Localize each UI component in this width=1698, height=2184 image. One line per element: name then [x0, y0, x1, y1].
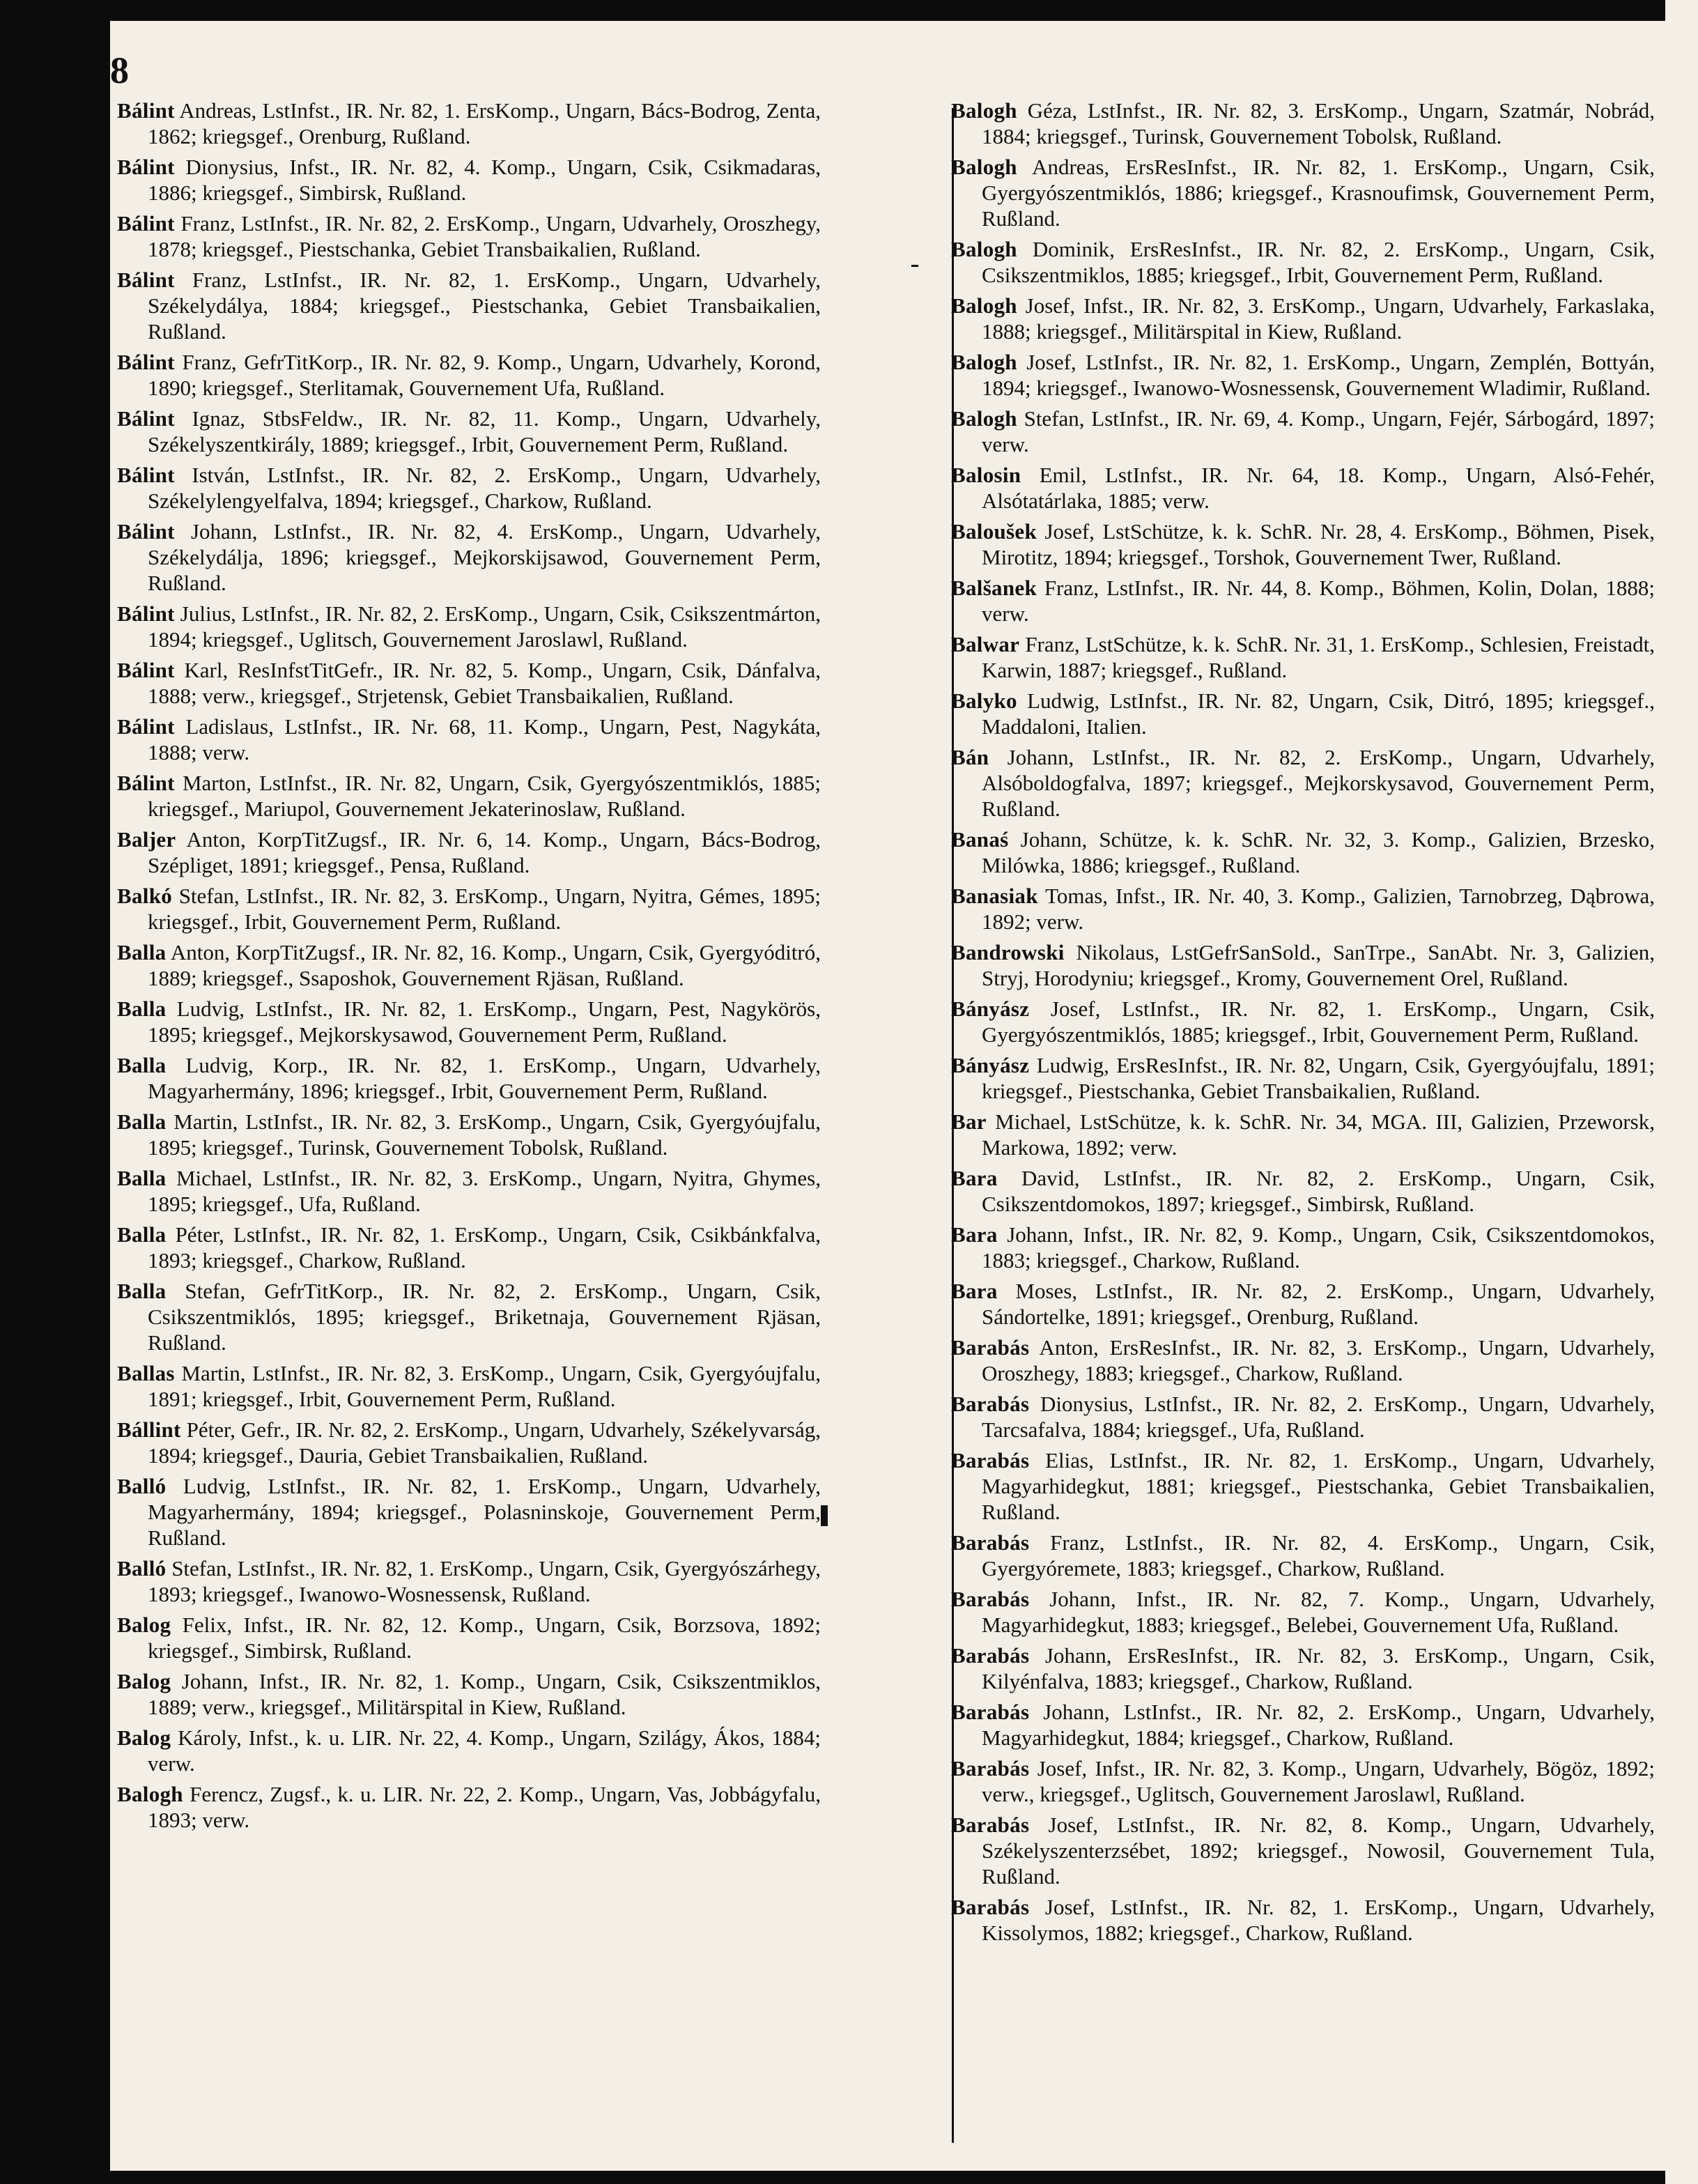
entry-details: Stefan, LstInfst., IR. Nr. 82, 3. ErsKomp., Ungarn, Nyitra, Gémes, 1895; kriegsgef., Irbit, Gouvernement Perm, Rußland. — [148, 884, 821, 934]
entry-surname: Balogh — [951, 406, 1017, 431]
entry-surname: Bálint — [117, 268, 175, 292]
entry-surname: Barabás — [951, 1530, 1030, 1555]
left-column — [117, 98, 821, 2164]
register-entry — [117, 1612, 821, 1663]
entry-details: Franz, LstSchütze, k. k. SchR. Nr. 31, 1. ErsKomp., Schlesien, Freistadt, Karwin, 1887; kriegsgef., Rußland. — [982, 632, 1655, 682]
entry-details: Emil, LstInfst., IR. Nr. 64, 18. Komp., Ungarn, Alsó-Fehér, Alsótatárlaka, 1885; verw. — [982, 463, 1655, 513]
register-entry — [951, 98, 1655, 149]
entry-surname: Bálint — [117, 601, 175, 626]
entry-details: Ludvig, LstInfst., IR. Nr. 82, 1. ErsKomp., Ungarn, Udvarhely, Magyarhermány, 1894; kriegsgef., Polasninskoje, Gouvernement Perm, Rußland. — [148, 1474, 821, 1550]
register-entry — [117, 154, 821, 206]
print-mark — [911, 265, 918, 267]
entry-details: Franz, LstInfst., IR. Nr. 82, 1. ErsKomp., Ungarn, Udvarhely, Székelydálya, 1884; kriegsgef., Piestschanka, Gebiet Transbaikalien, Rußland. — [148, 268, 821, 344]
register-entry — [951, 1530, 1655, 1581]
entry-surname: Balšanek — [951, 576, 1037, 600]
register-entry — [117, 1109, 821, 1160]
entry-details: Johann, ErsResInfst., IR. Nr. 82, 3. ErsKomp., Ungarn, Csik, Kilyénfalva, 1883; kriegsgef., Charkow, Rußland. — [982, 1643, 1655, 1693]
entry-surname: Bán — [951, 745, 989, 769]
entry-details: Géza, LstInfst., IR. Nr. 82, 3. ErsKomp., Ungarn, Szatmár, Nobrád, 1884; kriegsgef., Turinsk, Gouvernement Tobolsk, Rußland. — [982, 98, 1655, 148]
entry-surname: Balogh — [117, 1782, 183, 1806]
entry-details: Johann, LstInfst., IR. Nr. 82, 2. ErsKomp., Ungarn, Udvarhely, Alsóboldogfalva, 1897; kriegsgef., Mejkorskysavod, Gouvernement Perm, Rußland. — [982, 745, 1655, 821]
entry-details: Ludwig, LstInfst., IR. Nr. 82, Ungarn, Csik, Ditró, 1895; kriegsgef., Maddaloni, Italien. — [982, 689, 1655, 739]
entry-surname: Balwar — [951, 632, 1020, 656]
register-entry — [951, 1812, 1655, 1889]
entry-details: Josef, LstSchütze, k. k. SchR. Nr. 28, 4. ErsKomp., Böhmen, Pisek, Mirotitz, 1894; kriegsgef., Torshok, Gouvernement Twer, Rußland. — [982, 519, 1655, 569]
entry-details: Michael, LstInfst., IR. Nr. 82, 3. ErsKomp., Ungarn, Nyitra, Ghymes, 1895; kriegsgef., Ufa, Rußland. — [148, 1166, 821, 1216]
register-entry — [117, 770, 821, 822]
entry-surname: Bálint — [117, 714, 175, 739]
print-mark — [821, 1505, 828, 1526]
register-entry — [951, 939, 1655, 991]
register-entry — [951, 575, 1655, 626]
register-entry — [117, 1725, 821, 1776]
entry-surname: Barabás — [951, 1813, 1030, 1837]
register-entry — [117, 1360, 821, 1412]
entry-surname: Bandrowski — [951, 940, 1065, 964]
entry-details: Nikolaus, LstGefrSanSold., SanTrpe., SanAbt. Nr. 3, Galizien, Stryj, Horodyniu; kriegsgef., Kromy, Gouvernement Orel, Rußland. — [982, 940, 1655, 990]
entry-surname: Bálint — [117, 211, 175, 236]
register-entry — [951, 1643, 1655, 1694]
register-entry — [951, 1586, 1655, 1638]
register-entry — [117, 1222, 821, 1273]
entry-surname: Balla — [117, 1053, 167, 1077]
entry-details: Michael, LstSchütze, k. k. SchR. Nr. 34, MGA. III, Galizien, Przeworsk, Markowa, 1892; verw. — [982, 1109, 1655, 1160]
register-entry — [951, 154, 1655, 231]
entry-details: Martin, LstInfst., IR. Nr. 82, 3. ErsKomp., Ungarn, Csik, Gyergyóujfalu, 1895; kriegsgef., Turinsk, Gouvernement Tobolsk, Rußland. — [148, 1109, 821, 1160]
entry-surname: Balogh — [951, 237, 1017, 261]
entry-details: Marton, LstInfst., IR. Nr. 82, Ungarn, Csik, Gyergyószentmiklós, 1885; kriegsgef., Mariupol, Gouvernement Jekaterinoslaw, Rußland. — [148, 771, 821, 821]
entry-details: Johann, LstInfst., IR. Nr. 82, 2. ErsKomp., Ungarn, Udvarhely, Magyarhidegkut, 1884; kriegsgef., Charkow, Rußland. — [982, 1700, 1655, 1750]
entry-surname: Banaś — [951, 827, 1009, 852]
entry-surname: Balogh — [951, 155, 1017, 179]
entry-details: Franz, GefrTitKorp., IR. Nr. 82, 9. Komp., Ungarn, Udvarhely, Korond, 1890; kriegsgef., Sterlitamak, Gouvernement Ufa, Rußland. — [148, 350, 821, 400]
entry-surname: Balogh — [951, 350, 1017, 374]
entry-details: Julius, LstInfst., IR. Nr. 82, 2. ErsKomp., Ungarn, Csik, Csikszentmárton, 1894; kriegsgef., Uglitsch, Gouvernement Jaroslawl, Rußland. — [148, 601, 821, 652]
entry-details: Tomas, Infst., IR. Nr. 40, 3. Komp., Galizien, Tarnobrzeg, Dąbrowa, 1892; verw. — [982, 884, 1655, 934]
entry-surname: Bálint — [117, 406, 175, 431]
entry-surname: Balkó — [117, 884, 173, 908]
entry-surname: Bálint — [117, 350, 175, 374]
entry-details: Martin, LstInfst., IR. Nr. 82, 3. ErsKomp., Ungarn, Csik, Gyergyóujfalu, 1891; kriegsgef., Irbit, Gouvernement Perm, Rußland. — [148, 1361, 821, 1411]
register-entry — [117, 1781, 821, 1833]
entry-surname: Barabás — [951, 1392, 1030, 1416]
entry-details: Felix, Infst., IR. Nr. 82, 12. Komp., Ungarn, Csik, Borzsova, 1892; kriegsgef., Simbirsk, Rußland. — [148, 1613, 821, 1663]
entry-surname: Balló — [117, 1474, 167, 1498]
register-entry — [117, 267, 821, 344]
register-entry — [117, 1165, 821, 1217]
entry-details: Andreas, LstInfst., IR. Nr. 82, 1. ErsKomp., Ungarn, Bács-Bodrog, Zenta, 1862; kriegsgef., Orenburg, Rußland. — [148, 98, 821, 148]
entry-details: David, LstInfst., IR. Nr. 82, 2. ErsKomp., Ungarn, Csik, Csikszentdomokos, 1897; kriegsgef., Simbirsk, Rußland. — [982, 1166, 1655, 1216]
entry-details: Ludvig, Korp., IR. Nr. 82, 1. ErsKomp., Ungarn, Udvarhely, Magyarhermány, 1896; kriegsgef., Irbit, Gouvernement Perm, Rußland. — [148, 1053, 821, 1103]
entry-details: Károly, Infst., k. u. LIR. Nr. 22, 4. Komp., Ungarn, Szilágy, Ákos, 1884; verw. — [148, 1725, 821, 1776]
entry-details: Josef, Infst., IR. Nr. 82, 3. ErsKomp., Ungarn, Udvarhely, Farkaslaka, 1888; kriegsgef., Militärspital in Kiew, Rußland. — [982, 293, 1655, 344]
register-entry — [117, 1052, 821, 1104]
entry-surname: Bányász — [951, 1053, 1030, 1077]
entry-details: Anton, KorpTitZugsf., IR. Nr. 6, 14. Komp., Ungarn, Bács-Bodrog, Szépliget, 1891; kriegsgef., Pensa, Rußland. — [148, 827, 821, 877]
register-entry — [951, 1052, 1655, 1104]
entry-surname: Bálint — [117, 98, 175, 123]
register-entry — [117, 98, 821, 149]
entry-details: Karl, ResInfstTitGefr., IR. Nr. 82, 5. Komp., Ungarn, Csik, Dánfalva, 1888; verw., kriegsgef., Strjetensk, Gebiet Transbaikalien, Rußland. — [148, 658, 821, 708]
entry-details: Johann, Infst., IR. Nr. 82, 9. Komp., Ungarn, Csik, Csikszentdomokos, 1883; kriegsgef., Charkow, Rußland. — [982, 1222, 1655, 1272]
register-entry — [951, 1391, 1655, 1443]
register-entry — [117, 462, 821, 514]
register-entry — [117, 1278, 821, 1355]
entry-surname: Bálint — [117, 463, 175, 487]
entry-surname: Balla — [117, 1222, 167, 1247]
entry-details: Dionysius, Infst., IR. Nr. 82, 4. Komp., Ungarn, Csik, Csikmadaras, 1886; kriegsgef., Simbirsk, Rußland. — [148, 155, 821, 205]
register-entry — [951, 826, 1655, 878]
entry-surname: Bara — [951, 1222, 998, 1247]
entry-surname: Barabás — [951, 1756, 1030, 1781]
entry-details: Elias, LstInfst., IR. Nr. 82, 1. ErsKomp., Ungarn, Udvarhely, Magyarhidegkut, 1881; kriegsgef., Piestschanka, Gebiet Transbaikalien, Rußland. — [982, 1448, 1655, 1524]
register-entry — [951, 1335, 1655, 1386]
register-entry — [951, 349, 1655, 401]
register-entry — [951, 883, 1655, 935]
entry-surname: Balló — [117, 1556, 167, 1581]
entry-surname: Bálint — [117, 519, 175, 544]
entry-surname: Balog — [117, 1613, 171, 1637]
entry-surname: Balla — [117, 1166, 167, 1190]
register-entry — [117, 1668, 821, 1720]
entry-details: Moses, LstInfst., IR. Nr. 82, 2. ErsKomp., Ungarn, Udvarhely, Sándortelke, 1891; kriegsgef., Orenburg, Rußland. — [982, 1279, 1655, 1329]
register-entry — [951, 462, 1655, 514]
entry-details: Ignaz, StbsFeldw., IR. Nr. 82, 11. Komp., Ungarn, Udvarhely, Székelyszentkirály, 1889; kriegsgef., Irbit, Gouvernement Perm, Rußland. — [148, 406, 821, 456]
register-entry — [117, 939, 821, 991]
entry-details: Josef, LstInfst., IR. Nr. 82, 1. ErsKomp., Ungarn, Udvarhely, Kissolymos, 1882; kriegsgef., Charkow, Rußland. — [982, 1895, 1655, 1945]
register-entry — [117, 1473, 821, 1551]
entry-details: Ludvig, LstInfst., IR. Nr. 82, 1. ErsKomp., Ungarn, Pest, Nagykörös, 1895; kriegsgef., Mejkorskysawod, Gouvernement Perm, Rußland. — [148, 997, 821, 1047]
entry-surname: Bállint — [117, 1417, 181, 1442]
entry-details: Anton, KorpTitZugsf., IR. Nr. 82, 16. Komp., Ungarn, Csik, Gyergyóditró, 1889; kriegsgef., Ssaposhok, Gouvernement Rjäsan, Rußland. — [148, 940, 821, 990]
entry-surname: Balla — [117, 940, 167, 964]
register-entry — [951, 996, 1655, 1047]
entry-details: Josef, LstInfst., IR. Nr. 82, 1. ErsKomp., Ungarn, Zemplén, Bottyán, 1894; kriegsgef., Iwanowo-Wosnessensk, Gouvernement Wladimir, Rußland. — [982, 350, 1655, 400]
entry-details: Ludwig, ErsResInfst., IR. Nr. 82, Ungarn, Csik, Gyergyóujfalu, 1891; kriegsgef., Piestschanka, Gebiet Transbaikalien, Rußland. — [982, 1053, 1655, 1103]
register-entry — [117, 518, 821, 596]
right-column — [951, 98, 1655, 2164]
register-entry — [951, 1222, 1655, 1273]
entry-surname: Bara — [951, 1166, 998, 1190]
entry-surname: Barabás — [951, 1335, 1030, 1360]
entry-details: Johann, Infst., IR. Nr. 82, 1. Komp., Ungarn, Csik, Csikszentmiklos, 1889; verw., kriegsgef., Militärspital in Kiew, Rußland. — [148, 1669, 821, 1719]
entry-surname: Balla — [117, 1279, 167, 1303]
entry-surname: Balog — [117, 1669, 171, 1693]
register-entry — [951, 406, 1655, 457]
register-entry — [117, 1555, 821, 1607]
entry-details: Johann, Schütze, k. k. SchR. Nr. 32, 3. Komp., Galizien, Brzesko, Milówka, 1886; kriegsgef., Rußland. — [982, 827, 1655, 877]
entry-details: Ferencz, Zugsf., k. u. LIR. Nr. 22, 2. Komp., Ungarn, Vas, Jobbágyfalu, 1893; verw. — [148, 1782, 821, 1832]
entry-surname: Bálint — [117, 771, 175, 795]
register-entry — [951, 293, 1655, 344]
page-edge — [1665, 0, 1698, 2184]
register-entry — [117, 883, 821, 935]
entry-surname: Bányász — [951, 997, 1030, 1021]
entry-details: Franz, LstInfst., IR. Nr. 44, 8. Komp., Böhmen, Kolin, Dolan, 1888; verw. — [982, 576, 1655, 626]
entry-details: Stefan, GefrTitKorp., IR. Nr. 82, 2. ErsKomp., Ungarn, Csik, Csikszentmiklós, 1895; kriegsgef., Briketnaja, Gouvernement Rjäsan, Rußland. — [148, 1279, 821, 1355]
entry-details: Péter, Gefr., IR. Nr. 82, 2. ErsKomp., Ungarn, Udvarhely, Székelyvarság, 1894; kriegsgef., Dauria, Gebiet Transbaikalien, Rußland. — [148, 1417, 821, 1468]
entry-surname: Barabás — [951, 1448, 1030, 1472]
entry-details: Johann, LstInfst., IR. Nr. 82, 4. ErsKomp., Ungarn, Udvarhely, Székelydálja, 1896; kriegsgef., Mejkorskijsawod, Gouvernement Perm, Rußland. — [148, 519, 821, 595]
entry-details: Ladislaus, LstInfst., IR. Nr. 68, 11. Komp., Ungarn, Pest, Nagykáta, 1888; verw. — [148, 714, 821, 764]
register-entry — [951, 1278, 1655, 1330]
entry-surname: Barabás — [951, 1700, 1030, 1724]
register-entry — [951, 1894, 1655, 1946]
entry-details: Anton, ErsResInfst., IR. Nr. 82, 3. ErsKomp., Ungarn, Udvarhely, Oroszhegy, 1883; kriegsgef., Charkow, Rußland. — [982, 1335, 1655, 1385]
entry-surname: Balla — [117, 1109, 167, 1134]
register-entry — [117, 996, 821, 1047]
entry-details: Josef, Infst., IR. Nr. 82, 3. Komp., Ungarn, Udvarhely, Bögöz, 1892; verw., kriegsgef., Uglitsch, Gouvernement Jaroslawl, Rußland. — [982, 1756, 1655, 1806]
entry-details: Dionysius, LstInfst., IR. Nr. 82, 2. ErsKomp., Ungarn, Udvarhely, Tarcsafalva, 1884; kriegsgef., Ufa, Rußland. — [982, 1392, 1655, 1442]
entry-surname: Bálint — [117, 155, 175, 179]
register-entry — [951, 744, 1655, 822]
register-entry — [117, 657, 821, 709]
entry-details: Franz, LstInfst., IR. Nr. 82, 2. ErsKomp., Ungarn, Udvarhely, Oroszhegy, 1878; kriegsgef., Piestschanka, Gebiet Transbaikalien, Rußland. — [148, 211, 821, 261]
entry-surname: Banasiak — [951, 884, 1038, 908]
register-entry — [951, 236, 1655, 288]
register-entry — [951, 518, 1655, 570]
register-entry — [951, 1109, 1655, 1160]
register-entry — [117, 714, 821, 765]
register-entry — [117, 349, 821, 401]
register-entry — [951, 631, 1655, 683]
entry-surname: Balog — [117, 1725, 171, 1750]
register-entry — [117, 1417, 821, 1468]
entry-details: István, LstInfst., IR. Nr. 82, 2. ErsKomp., Ungarn, Udvarhely, Székelylengyelfalva, 1894; kriegsgef., Charkow, Rußland. — [148, 463, 821, 513]
entry-details: Dominik, ErsResInfst., IR. Nr. 82, 2. ErsKomp., Ungarn, Csik, Csikszentmiklos, 1885; kriegsgef., Irbit, Gouvernement Perm, Rußland. — [982, 237, 1655, 287]
entry-details: Andreas, ErsResInfst., IR. Nr. 82, 1. ErsKomp., Ungarn, Csik, Gyergyószentmiklós, 1886; kriegsgef., Krasnoufimsk, Gouvernement Perm, Rußland. — [982, 155, 1655, 231]
entry-surname: Balyko — [951, 689, 1017, 713]
entry-surname: Barabás — [951, 1895, 1030, 1919]
entry-surname: Balla — [117, 997, 167, 1021]
register-entry — [951, 1755, 1655, 1807]
entry-details: Péter, LstInfst., IR. Nr. 82, 1. ErsKomp., Ungarn, Csik, Csikbánkfalva, 1893; kriegsgef., Charkow, Rußland. — [148, 1222, 821, 1272]
entry-details: Johann, Infst., IR. Nr. 82, 7. Komp., Ungarn, Udvarhely, Magyarhidegkut, 1883; kriegsgef., Belebei, Gouvernement Ufa, Rußland. — [982, 1587, 1655, 1637]
entry-surname: Barabás — [951, 1587, 1030, 1611]
entry-surname: Balosin — [951, 463, 1021, 487]
register-entry — [117, 826, 821, 878]
entry-surname: Baljer — [117, 827, 176, 852]
entry-surname: Bara — [951, 1279, 998, 1303]
register-entry — [951, 1699, 1655, 1751]
register-entry — [117, 210, 821, 262]
entry-details: Stefan, LstInfst., IR. Nr. 69, 4. Komp., Ungarn, Fejér, Sárbogárd, 1897; verw. — [982, 406, 1655, 456]
entry-surname: Bar — [951, 1109, 987, 1134]
entry-surname: Balogh — [951, 98, 1017, 123]
entry-surname: Bálint — [117, 658, 175, 682]
register-entry — [951, 688, 1655, 739]
entry-surname: Ballas — [117, 1361, 175, 1385]
entry-details: Josef, LstInfst., IR. Nr. 82, 1. ErsKomp., Ungarn, Csik, Gyergyószentmiklós, 1885; kriegsgef., Irbit, Gouvernement Perm, Rußland. — [982, 997, 1655, 1047]
register-entry — [117, 406, 821, 457]
register-entry — [117, 601, 821, 652]
entry-details: Stefan, LstInfst., IR. Nr. 82, 1. ErsKomp., Ungarn, Csik, Gyergyószárhegy, 1893; kriegsgef., Iwanowo-Wosnessensk, Rußland. — [148, 1556, 821, 1606]
scanned-page — [110, 21, 1665, 2171]
register-entry — [951, 1165, 1655, 1217]
entry-surname: Balogh — [951, 293, 1017, 318]
register-entry — [951, 1447, 1655, 1525]
page-number: 8 — [110, 49, 129, 91]
entry-surname: Baloušek — [951, 519, 1037, 544]
entry-details: Josef, LstInfst., IR. Nr. 82, 8. Komp., Ungarn, Udvarhely, Székelyszenterzsébet, 1892; kriegsgef., Nowosil, Gouvernement Tula, Rußland. — [982, 1813, 1655, 1889]
entry-details: Franz, LstInfst., IR. Nr. 82, 4. ErsKomp., Ungarn, Csik, Gyergyóremete, 1883; kriegsgef., Charkow, Rußland. — [982, 1530, 1655, 1581]
entry-surname: Barabás — [951, 1643, 1030, 1668]
